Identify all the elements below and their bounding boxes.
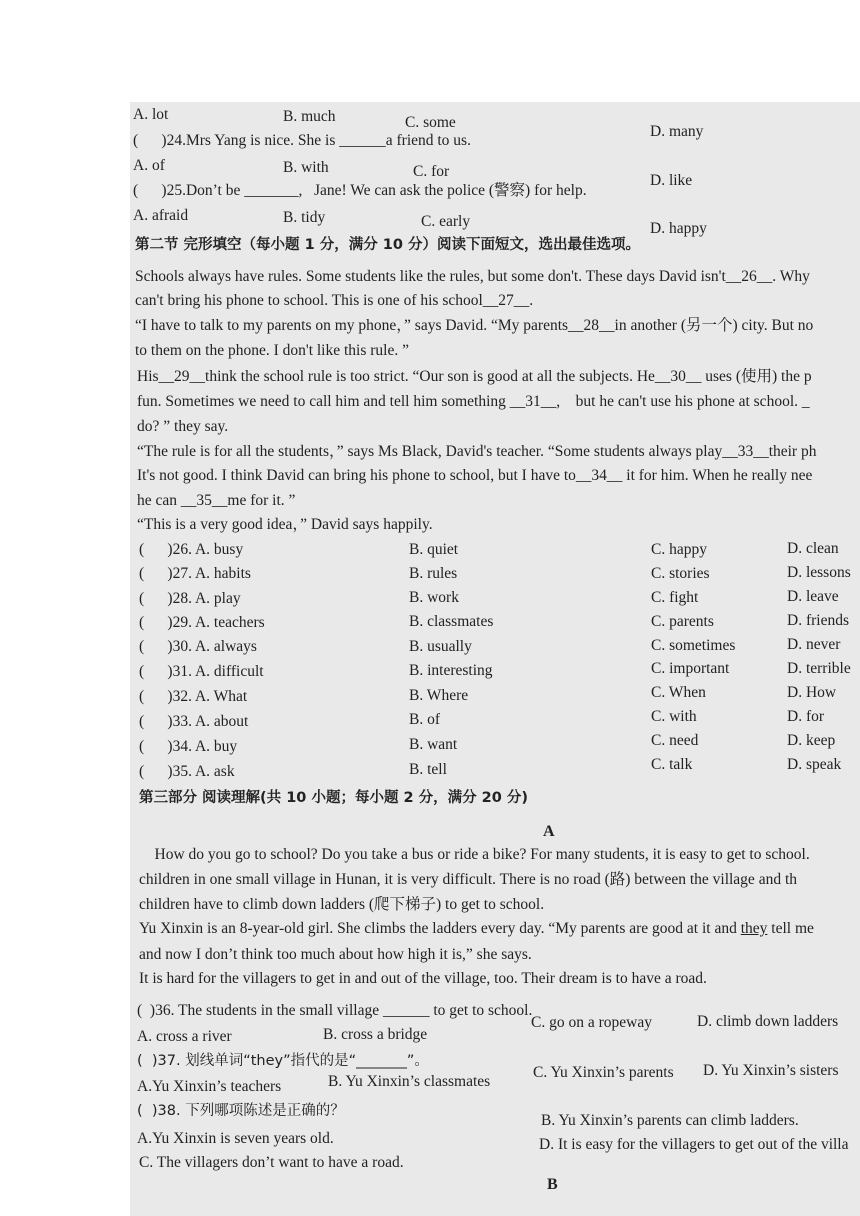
passage-line: do? ” they say. xyxy=(137,418,229,435)
q23-option-c: C. some xyxy=(405,114,456,131)
cloze-q34-c: C. need xyxy=(651,732,699,749)
cloze-q28-d: D. leave xyxy=(787,588,839,605)
q38-option-c: C. The villagers don’t want to have a road. xyxy=(139,1154,404,1171)
reading-a-line-start: Yu Xinxin is an 8-year-old girl. She climbs the ladders every day. “My parents are good at it and xyxy=(139,920,741,937)
cloze-q31: ( )31. A. difficult xyxy=(139,663,264,680)
cloze-q34-d: D. keep xyxy=(787,732,836,749)
cloze-q27: ( )27. A. habits xyxy=(139,565,251,582)
cloze-q29-c: C. parents xyxy=(651,613,714,630)
passage-line: fun. Sometimes we need to call him and tell him something __31__, but he can't use his phone at school. _ xyxy=(137,393,810,410)
cloze-q33-d: D. for xyxy=(787,708,825,725)
q36-option-d: D. climb down ladders xyxy=(697,1013,839,1030)
cloze-q30-d: D. never xyxy=(787,636,841,653)
passage-a-label: A xyxy=(543,823,555,840)
cloze-q29: ( )29. A. teachers xyxy=(139,614,265,631)
reading-a-line xyxy=(139,920,814,938)
reading-a-line: children in one small village in Hunan, it is very difficult. There is no road (路) between the village and th xyxy=(139,871,798,888)
q24-option-a: A. of xyxy=(133,157,165,174)
q37-option-b: B. Yu Xinxin’s classmates xyxy=(328,1073,491,1090)
section2-heading: 第二节 完形填空（每小题 1 分，满分 10 分）阅读下面短文，选出最佳选项。 xyxy=(135,237,641,253)
q36-option-b: B. cross a bridge xyxy=(323,1026,428,1043)
q37-option-c: C. Yu Xinxin’s parents xyxy=(533,1064,674,1081)
q24-option-c: C. for xyxy=(413,163,450,180)
cloze-q27-d: D. lessons xyxy=(787,564,851,581)
q24-option-d: D. like xyxy=(650,172,693,189)
exam-paper xyxy=(130,102,860,1216)
cloze-q32-c: C. When xyxy=(651,684,706,701)
cloze-q33-c: C. with xyxy=(651,708,697,725)
cloze-q30: ( )30. A. always xyxy=(139,638,257,655)
q25-option-a: A. afraid xyxy=(133,207,189,224)
cloze-q30-c: C. sometimes xyxy=(651,637,736,654)
passage-line: can't bring his phone to school. This is one of his school__27__. xyxy=(135,292,534,309)
cloze-q27-b: B. rules xyxy=(409,565,458,582)
cloze-q26-c: C. happy xyxy=(651,541,707,558)
cloze-q26-b: B. quiet xyxy=(409,541,459,558)
cloze-q35-b: B. tell xyxy=(409,761,447,778)
q25-stem: ( )25.Don’t be _______, Jane! We can ask the police (警察) for help. xyxy=(133,182,587,199)
cloze-q33: ( )33. A. about xyxy=(139,713,249,730)
cloze-q35: ( )35. A. ask xyxy=(139,763,235,780)
cloze-q31-b: B. interesting xyxy=(409,662,493,679)
cloze-q29-b: B. classmates xyxy=(409,613,494,630)
cloze-q28-b: B. work xyxy=(409,589,459,606)
reading-a-line: and now I don’t think too much about how high it is,” she says. xyxy=(139,946,532,963)
cloze-q29-d: D. friends xyxy=(787,612,849,629)
q24-option-b: B. with xyxy=(283,159,329,176)
passage-line: “The rule is for all the students，” says Ms Black, David's teacher. “Some students always play__33__their ph xyxy=(137,443,817,460)
q37-option-d: D. Yu Xinxin’s sisters xyxy=(703,1062,839,1079)
cloze-q32-d: D. How xyxy=(787,684,837,701)
cloze-q32: ( )32. A. What xyxy=(139,688,248,705)
q23-option-b: B. much xyxy=(283,108,336,125)
reading-a-line: How do you go to school? Do you take a bus or ride a bike? For many students, it is easy to get to school. xyxy=(139,846,810,863)
cloze-q34: ( )34. A. buy xyxy=(139,738,238,755)
q38-option-a: A.Yu Xinxin is seven years old. xyxy=(137,1130,334,1147)
cloze-q30-b: B. usually xyxy=(409,638,472,655)
passage-line: “This is a very good idea，” David says happily. xyxy=(137,516,433,533)
cloze-q27-c: C. stories xyxy=(651,565,710,582)
q38-option-d: D. It is easy for the villagers to get out of the villa xyxy=(539,1136,849,1153)
q25-option-c: C. early xyxy=(421,213,471,230)
cloze-q26: ( )26. A. busy xyxy=(139,541,244,558)
cloze-q32-b: B. Where xyxy=(409,687,469,704)
reading-a-line: children have to climb down ladders (爬下梯子) to get to school. xyxy=(139,896,545,913)
passage-b-label: B xyxy=(547,1176,558,1193)
q25-option-b: B. tidy xyxy=(283,209,326,226)
reading-a-line: It is hard for the villagers to get in and out of the village, too. Their dream is to have a road. xyxy=(139,970,707,987)
passage-line: to them on the phone. I don't like this rule. ” xyxy=(135,342,409,359)
part3-heading: 第三部分 阅读理解(共 10 小题；每小题 2 分，满分 20 分) xyxy=(139,790,529,806)
q38-option-b: B. Yu Xinxin’s parents can climb ladders. xyxy=(541,1112,799,1129)
q36-option-c: C. go on a ropeway xyxy=(531,1014,652,1031)
cloze-q31-c: C. important xyxy=(651,660,730,677)
passage-line: he can __35__me for it. ” xyxy=(137,492,296,509)
q38-stem: ( )38. 下列哪项陈述是正确的？ xyxy=(137,1103,345,1119)
q23-option-a: A. lot xyxy=(133,106,169,123)
reading-a-line-end: tell me xyxy=(767,920,814,937)
q23-option-d: D. many xyxy=(650,123,704,140)
q24-stem: ( )24.Mrs Yang is nice. She is ______a friend to us. xyxy=(133,132,471,149)
cloze-q31-d: D. terrible xyxy=(787,660,851,677)
cloze-q34-b: B. want xyxy=(409,736,458,753)
passage-line: “I have to talk to my parents on my phone，” says David. “My parents__28__in another (另一个) city. But no xyxy=(135,317,814,334)
cloze-q33-b: B. of xyxy=(409,711,440,728)
cloze-q35-c: C. talk xyxy=(651,756,693,773)
cloze-q28: ( )28. A. play xyxy=(139,590,241,607)
q25-option-d: D. happy xyxy=(650,220,707,237)
passage-line: His__29__think the school rule is too strict. “Our son is good at all the subjects. He__30__ uses (使用) the p xyxy=(137,368,812,385)
cloze-q35-d: D. speak xyxy=(787,756,842,773)
cloze-q28-c: C. fight xyxy=(651,589,699,606)
q37-stem: ( )37. 划线单词“they”指代的是“_______”。 xyxy=(137,1053,429,1069)
underlined-word-they: they xyxy=(740,920,768,937)
cloze-q26-d: D. clean xyxy=(787,540,839,557)
q37-option-a: A.Yu Xinxin’s teachers xyxy=(137,1078,282,1095)
passage-line: It's not good. I think David can bring his phone to school, but I have to__34__ it for him. When he really nee xyxy=(137,467,813,484)
passage-line: Schools always have rules. Some students like the rules, but some don't. These days David isn't__26__. Why xyxy=(135,268,810,285)
q36-option-a: A. cross a river xyxy=(137,1028,232,1045)
q36-stem: ( )36. The students in the small village ______ to get to school. xyxy=(137,1002,533,1019)
